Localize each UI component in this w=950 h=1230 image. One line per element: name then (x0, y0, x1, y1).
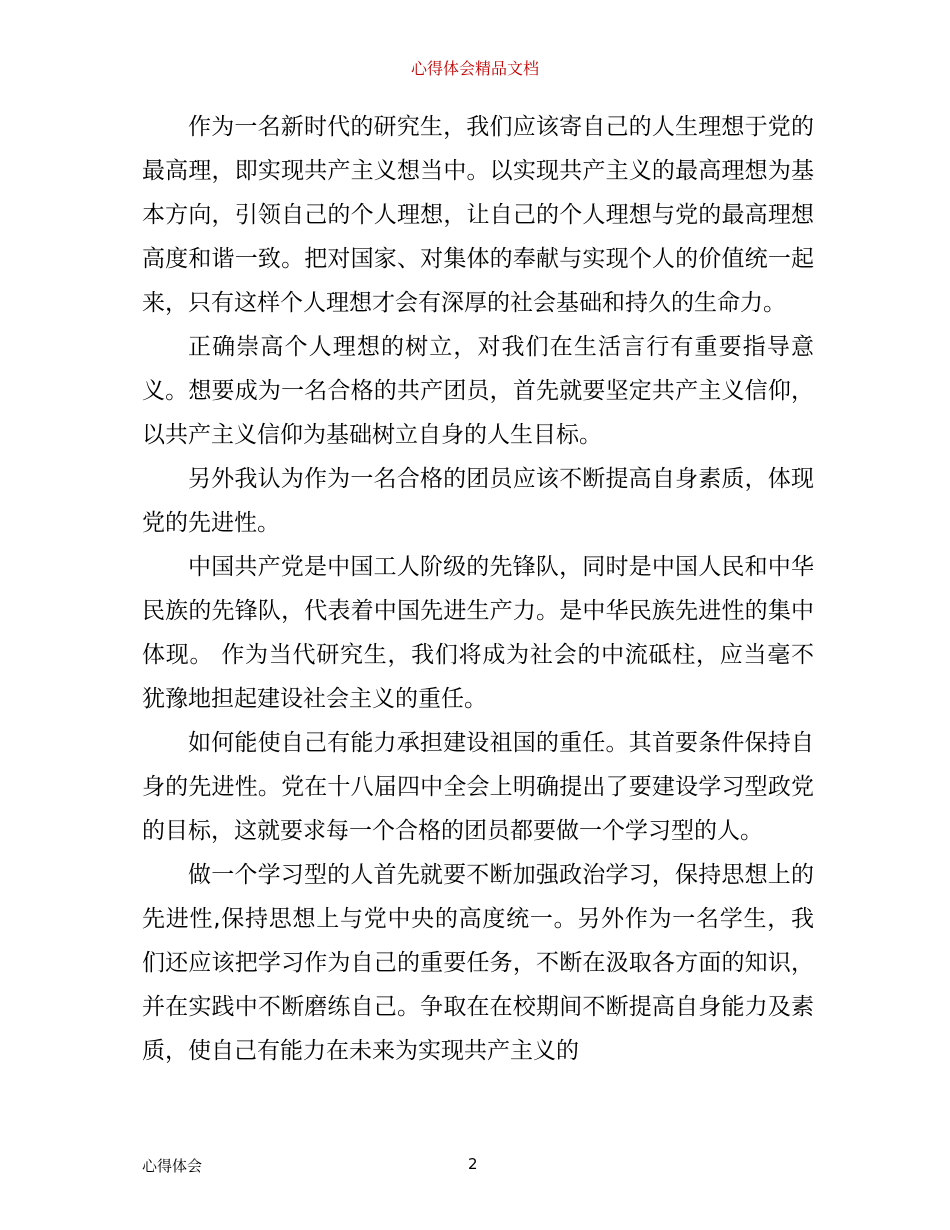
paragraph: 做一个学习型的人首先就要不断加强政治学习，保持思想上的先进性,保持思想上与党中央的高度统一。另外作为一名学生，我们还应该把学习作为自己的重要任务，不断在汲取各方面的知识，并在实践中不断磨练自己。争取在在校期间不断提高自身能力及素质，使自己有能力在未来为实现共产主义的 (142, 862, 814, 1064)
footer-label: 心得体会 (142, 1157, 203, 1175)
paragraph: 另外我认为作为一名合格的团员应该不断提高自身素质，体现党的先进性。 (142, 466, 814, 536)
page-header-title: 心得体会精品文档 (410, 59, 539, 78)
document-body (142, 105, 814, 1073)
paragraph: 作为一名新时代的研究生，我们应该寄自己的人生理想于党的最高理，即实现共产主义想当中。以实现共产主义的最高理想为基本方向，引领自己的个人理想，让自己的个人理想与党的最高理想高度和谐一致。把对国家、对集体的奉献与实现个人的价值统一起来，只有这样个人理想才会有深厚的社会基础和持久的生命力。 (142, 114, 814, 316)
paragraph: 如何能使自己有能力承担建设祖国的重任。其首要条件保持自身的先进性。党在十八届四中全会上明确提出了要建设学习型政党的目标，这就要求每一个合格的团员都要做一个学习型的人。 (142, 730, 814, 844)
paragraph: 中国共产党是中国工人阶级的先锋队，同时是中国人民和中华民族的先锋队，代表着中国先进生产力。是中华民族先进性的集中体现。 作为当代研究生，我们将成为社会的中流砥柱，应当毫不犹豫地担起建设社会主义的重任。 (142, 554, 814, 712)
paragraph: 正确崇高个人理想的树立，对我们在生活言行有重要指导意义。想要成为一名合格的共产团员，首先就要坚定共产主义信仰，以共产主义信仰为基础树立自身的人生目标。 (142, 334, 814, 448)
page-number: 2 (468, 1155, 478, 1173)
